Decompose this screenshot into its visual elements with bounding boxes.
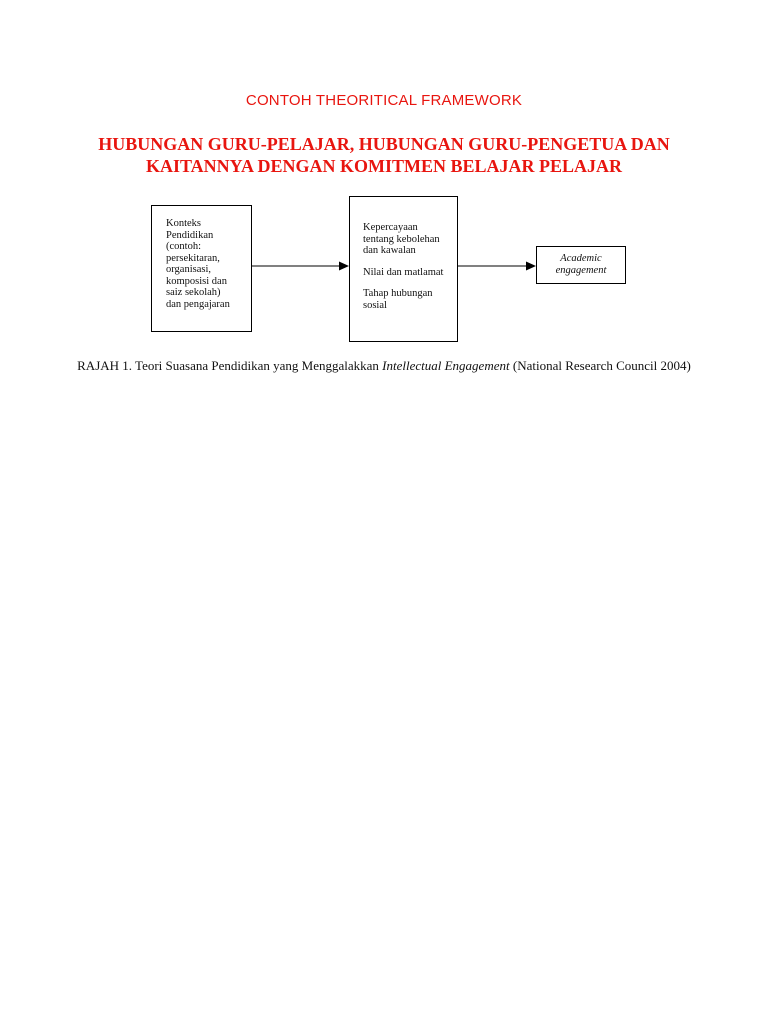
mediator-item-social: Tahap hubungan sosial <box>363 288 433 311</box>
context-box <box>151 205 252 332</box>
title-line-2: KAITANNYA DENGAN KOMITMEN BELAJAR PELAJAR <box>145 156 623 176</box>
outcome-box <box>536 246 626 284</box>
page-subtitle: CONTOH THEORITICAL FRAMEWORK <box>245 92 523 109</box>
caption-italic: Intellectual Engagement <box>382 358 510 373</box>
outcome-box-text: Academic engagement <box>555 253 607 276</box>
arrow-mediator-to-outcome <box>458 262 536 271</box>
title-line-1: HUBUNGAN GURU-PELAJAR, HUBUNGAN GURU-PENGETUA DAN <box>98 134 670 154</box>
arrow-context-to-mediator <box>252 262 349 271</box>
figure-caption <box>0 358 768 374</box>
mediator-item-beliefs: Kepercayaan tentang kebolehan dan kawalan <box>363 222 440 256</box>
context-box-text: Konteks Pendidikan (contoh: persekitaran, organisasi, komposisi dan saiz sekolah) dan pengajaran <box>166 218 230 310</box>
page-title <box>0 133 768 177</box>
caption-prefix: RAJAH 1. Teori Suasana Pendidikan yang Menggalakkan <box>77 358 383 373</box>
mediator-box <box>349 196 458 342</box>
caption-suffix: (National Research Council 2004) <box>509 358 691 373</box>
mediator-item-values: Nilai dan matlamat <box>363 266 444 278</box>
